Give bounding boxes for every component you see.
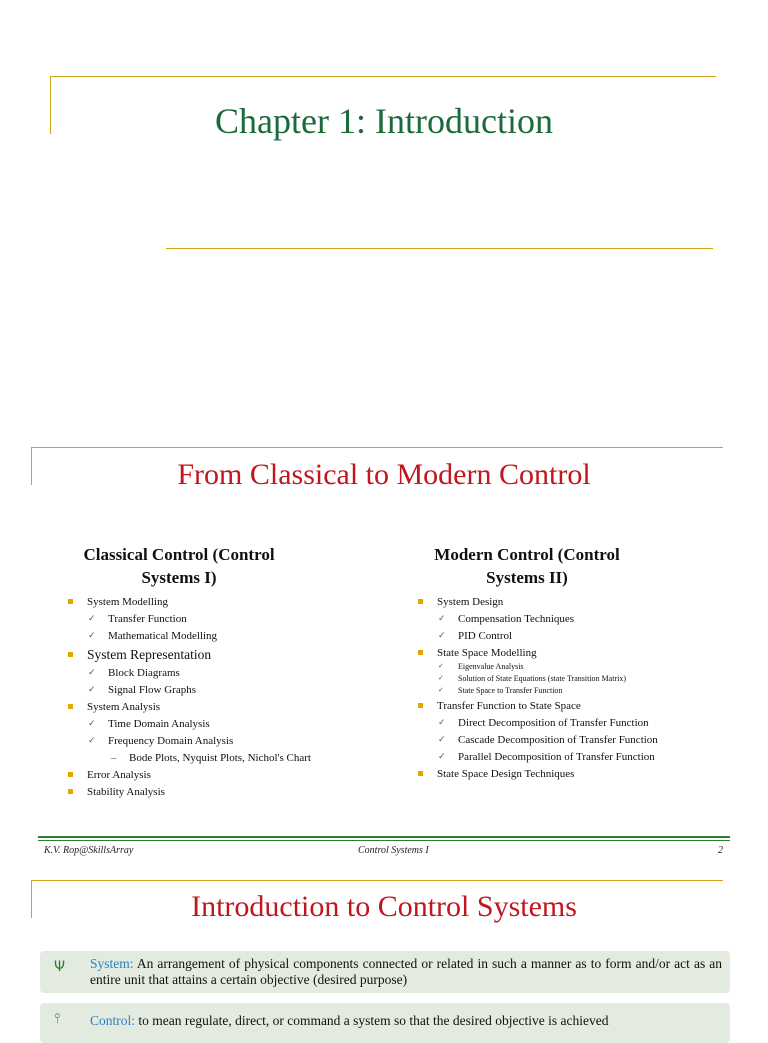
list-item: State Space Design Techniques bbox=[416, 767, 716, 781]
modern-heading: Modern Control (Control Systems II) bbox=[434, 545, 620, 587]
definition-term: System: bbox=[90, 956, 134, 971]
sub-list-item: ✓ Compensation Techniques bbox=[416, 612, 716, 626]
definition-body: to mean regulate, direct, or command a system so that the desired objective is achieved bbox=[135, 1013, 609, 1028]
classical-heading: Classical Control (Control Systems I) bbox=[83, 545, 275, 587]
slide1-bottom-rule bbox=[166, 248, 713, 249]
sub-list-item: ✓ Frequency Domain Analysis bbox=[66, 734, 336, 748]
sub-list-item: ✓ Signal Flow Graphs bbox=[66, 683, 336, 697]
sub-list-item: ✓ Cascade Decomposition of Transfer Function bbox=[416, 733, 716, 747]
slide3-title: Introduction to Control Systems bbox=[191, 890, 577, 923]
classical-list bbox=[66, 592, 336, 799]
sub-list-item: ✓ Time Domain Analysis bbox=[66, 717, 336, 731]
definition-body: An arrangement of physical components connected or related in such a manner as to form and/or act as an entire unit that attains a certain objective (desired purpose) bbox=[90, 956, 722, 987]
list-item: System Analysis bbox=[66, 700, 336, 714]
list-item: State Space Modelling bbox=[416, 646, 716, 660]
list-item: Transfer Function to State Space bbox=[416, 699, 716, 713]
footer-rule bbox=[38, 836, 730, 838]
definition-term: Control: bbox=[90, 1013, 136, 1028]
sub-list-item: ✓ State Space to Transfer Function bbox=[416, 685, 716, 696]
trident-icon: Ψ bbox=[54, 959, 66, 975]
footer-rule-thin bbox=[38, 840, 730, 841]
sub-list-item: ✓ Block Diagrams bbox=[66, 666, 336, 680]
list-item: System Modelling bbox=[66, 595, 336, 609]
list-item: System Design bbox=[416, 595, 716, 609]
footer-author: K.V. Rop@SkillsArray bbox=[44, 845, 134, 856]
footer-page-number: 2 bbox=[718, 845, 723, 856]
definition-box-system bbox=[40, 951, 730, 993]
footer-course: Control Systems I bbox=[358, 845, 429, 856]
slide1-top-rule bbox=[50, 76, 716, 77]
list-item: System Representation bbox=[66, 646, 336, 663]
sub-list-item: ✓ Mathematical Modelling bbox=[66, 629, 336, 643]
sub-list-item: ✓ Parallel Decomposition of Transfer Function bbox=[416, 750, 716, 764]
sub-sub-list-item: – Bode Plots, Nyquist Plots, Nichol's Chart bbox=[66, 751, 336, 765]
modern-list bbox=[416, 592, 716, 781]
slide2-top-rule bbox=[31, 447, 723, 448]
definition-box-control bbox=[40, 1003, 730, 1043]
chapter-title: Chapter 1: Introduction bbox=[215, 101, 553, 141]
sub-list-item: ✓ Transfer Function bbox=[66, 612, 336, 626]
slide2-title: From Classical to Modern Control bbox=[177, 458, 591, 491]
slide3-top-rule bbox=[31, 880, 723, 881]
list-item: Stability Analysis bbox=[66, 785, 336, 799]
sub-list-item: ✓ Solution of State Equations (state Transition Matrix) bbox=[416, 673, 716, 684]
list-item: Error Analysis bbox=[66, 768, 336, 782]
sub-list-item: ✓ PID Control bbox=[416, 629, 716, 643]
sub-list-item: ✓ Eigenvalue Analysis bbox=[416, 661, 716, 672]
definition-control-text bbox=[90, 1013, 722, 1029]
control-icon: ⫯ bbox=[54, 1011, 61, 1027]
definition-system-text bbox=[90, 956, 722, 988]
sub-list-item: ✓ Direct Decomposition of Transfer Function bbox=[416, 716, 716, 730]
